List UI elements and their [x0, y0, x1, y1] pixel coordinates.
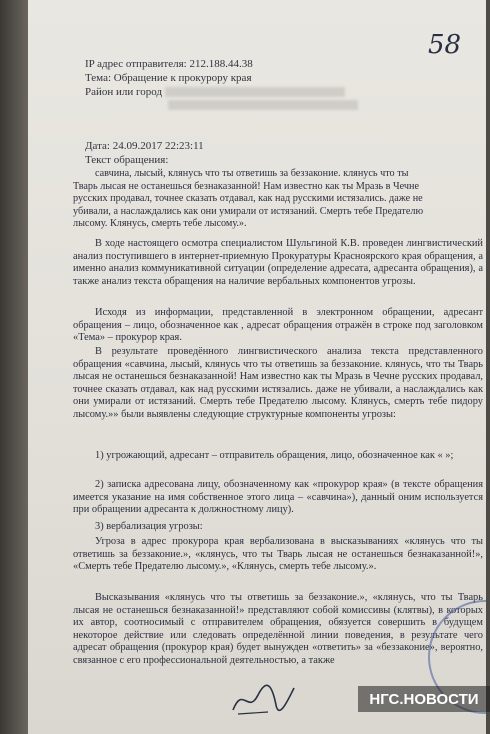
desk-background [0, 0, 28, 734]
appeal-quote-line: русских продавал, точнее сказать отдавал, как над русскими истязались. даже не [73, 193, 423, 205]
redaction-block [165, 87, 345, 97]
sender-ip-line: IP адрес отправителя: 212.188.44.38 [85, 58, 253, 70]
handwritten-page-number: 58 [428, 30, 462, 60]
paragraph-text: 2) записка адресована лицу, обозначенному как «прокурор края» (в тексте обращения имеется указание на имя собственное этого лица – «савчина»), данный оним используется при обращении адресанта к должностному лицу). [73, 479, 483, 516]
appeal-quote [73, 168, 483, 231]
redaction-block [168, 100, 358, 110]
date-line: Дата: 24.09.2017 22:23:11 [85, 140, 204, 152]
district-label: Район или город [85, 86, 163, 98]
paragraph-text: 1) угрожающий, адресант – отправитель обращения, лицо, обозначенное как « »; [95, 450, 454, 461]
appeal-text-label: Текст обращения: [85, 154, 169, 166]
appeal-quote-line: Тварь лысая не останешься безнаказанной! Нам известно как ты Мразь в Чечне [73, 180, 420, 192]
paragraph-text: Угроза в адрес прокурора края вербализована в высказываниях «клянусь что ты ответишь за беззаконие.», «клянусь, что ты Тварь лысая не останешься безнаказанной!», «Смерть тебе Предателю лысому.», «Клянусь, смерть тебе лысому.». [73, 536, 483, 573]
subject-line: Тема: Обращение к прокурору края [85, 72, 252, 84]
appeal-quote-line: савчина, лысый, клянусь что ты ответишь за беззаконие. клянусь что ты [95, 168, 409, 179]
paragraph-text: Исходя из информации, представленной в электронном обращении, адресант обращения – лицо, обозначенное как , адресат обращения отражён в строке под заголовком «Тема» – прокурор края. [73, 307, 483, 344]
district-line [85, 86, 345, 99]
paragraph-text: Высказывания «клянусь что ты ответишь за беззаконие.», «клянусь, что ты Тварь лысая не останешься безнаказанной!» представляют собой комиссивы (клятвы), в которых их автор, соотносимый с отправителем обращения, обязуется совершить в будущем некоторое действие или следовать определённой линии поведения, в результате чего адресат обращения (прокурор края) будет вынужден «ответить» за «беззаконие», вероятно, связанное с его профессиональной деятельностью, а также [73, 592, 483, 666]
analysis-paragraph-4 [73, 536, 483, 574]
appeal-quote-line: убивали, а наслаждались как они умирали от истязаний. Смерть тебе Предателю [73, 205, 424, 217]
analysis-paragraph-5 [73, 592, 483, 668]
handwritten-signature [228, 680, 298, 720]
appeal-quote-line: лысому. Клянусь, смерть тебе лысому.». [73, 218, 247, 230]
paragraph-text: В ходе настоящего осмотра специалистом Шульгиной К.В. проведен лингвистический анализ поступившего в интернет-приемную Прокуратуры Красноярского края обращения, а именно анализ коммуникативной ситуации (определение адресата, адресанта обращения), а также анализ текста обращения на наличие вербальных компонентов угрозы. [73, 238, 483, 287]
paragraph-text: В результате проведённого лингвистического анализа текста представленного обращения «савчина, лысый, клянусь что ты ответишь за беззаконие. клянусь, что ты Тварь лысая не останешься безнаказанной! Нам известно как ты Мразь в Чечне русских продавал, точнее сказать отдавал, как над русскими истязались. даже не убивали, а наслаждались как они умирали от истязаний. Смерть тебе Предателю лысому. Клянусь, смерть тебе пидору лысому.»» были выявлены следующие структурные компоненты угрозы: [73, 346, 483, 420]
document-page [28, 0, 486, 734]
component-item-3: 3) вербализация угрозы: [95, 521, 203, 532]
component-item-1 [73, 450, 483, 463]
analysis-paragraph-3 [73, 346, 483, 422]
analysis-paragraph-1 [73, 238, 483, 288]
watermark-logo: НГС.НОВОСТИ [358, 686, 490, 712]
analysis-paragraph-2 [73, 307, 483, 345]
component-item-2 [73, 479, 483, 517]
